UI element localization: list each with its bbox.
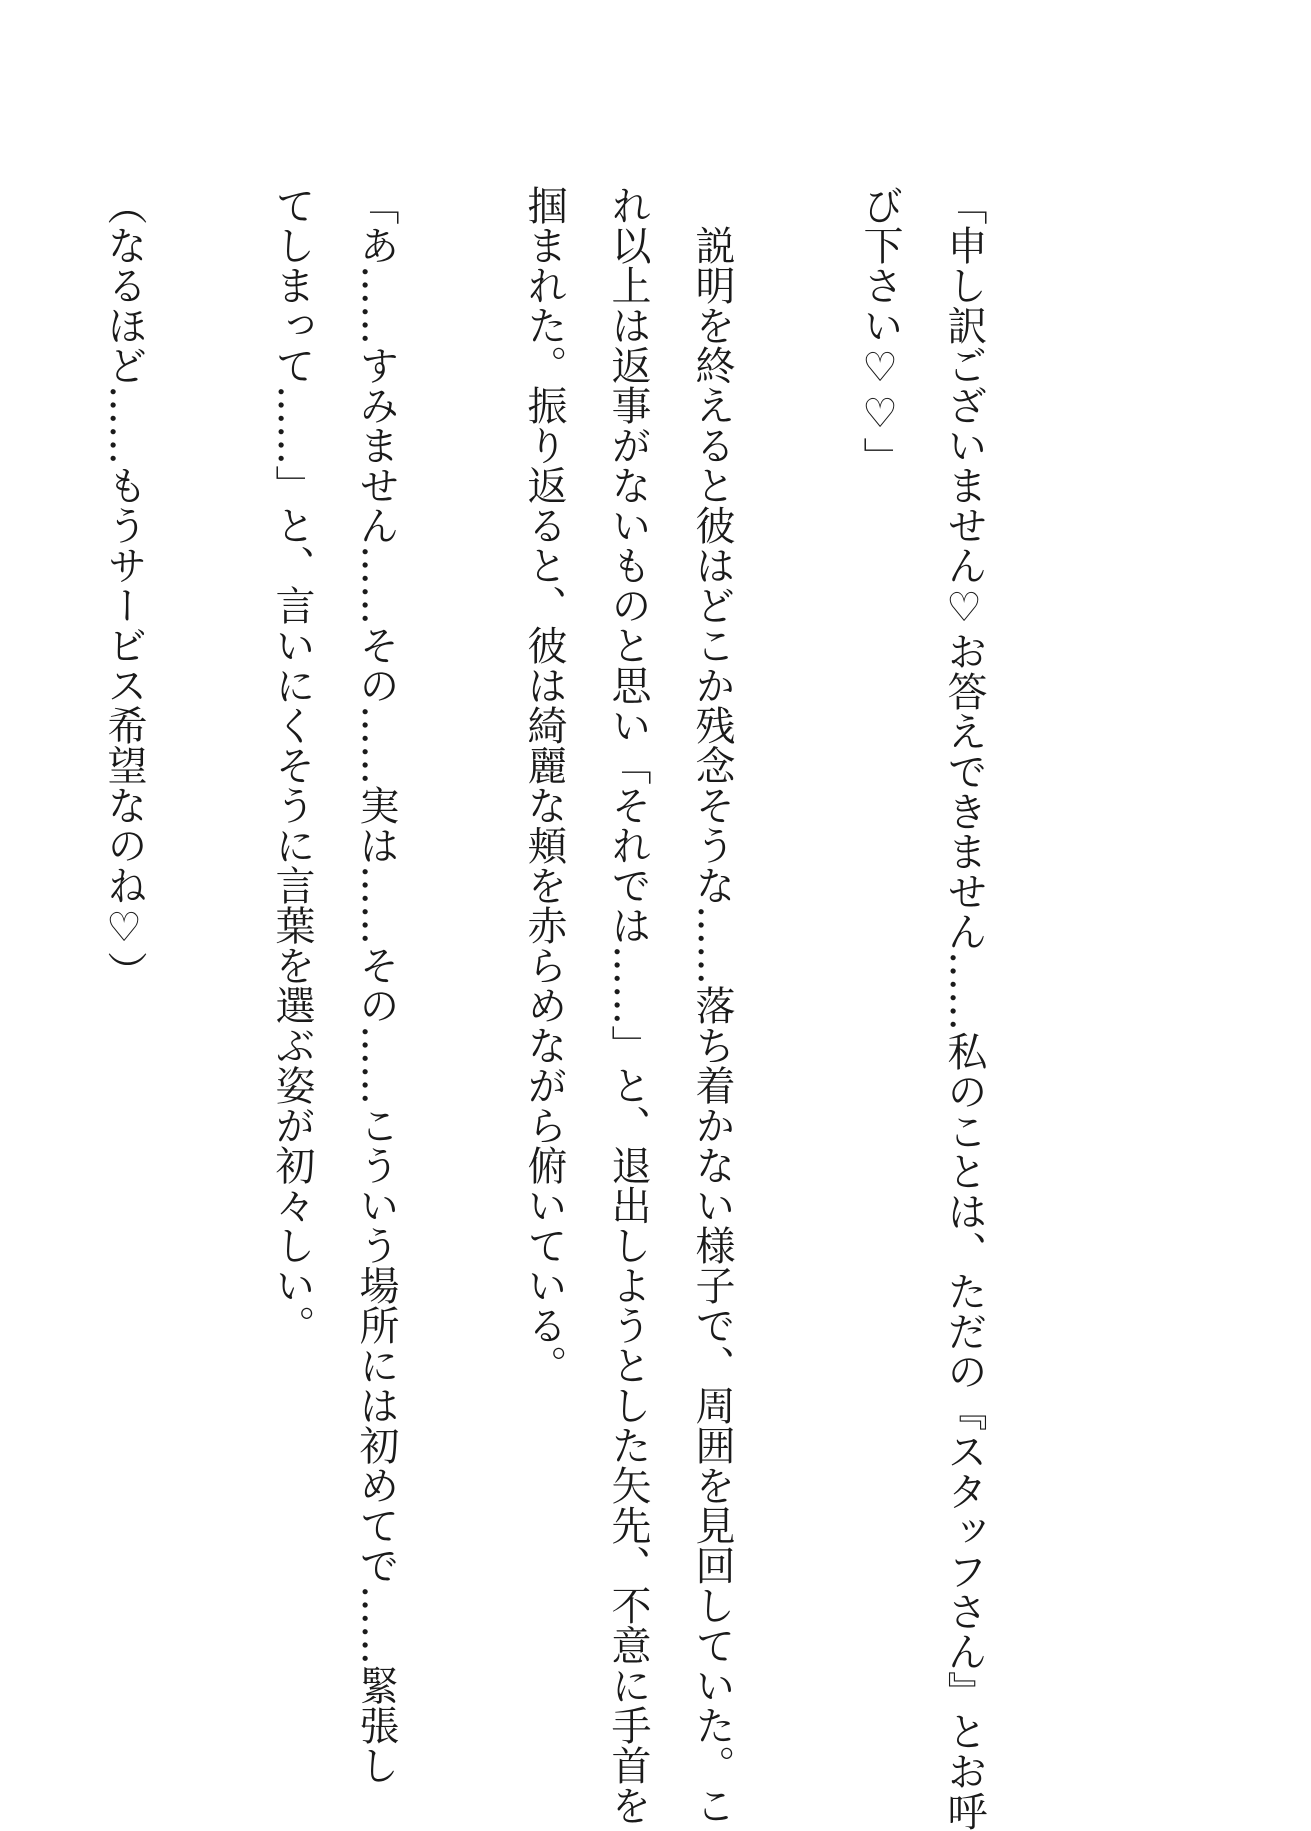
text-line: れ以上は返事がないものと思い「それでは……」と、退出しようとした矢先、不意に手首を [605,185,651,1825]
text-line: 「申し訳ございません♡お答えできません……私のことは、ただの『スタッフさん』とお呼 [941,185,987,1831]
text-line: （なるほど……もうサービス希望なのね♡） [101,185,147,991]
text-line: 「あ……すみません……その……実は……その……こういう場所には初めてで……緊張し [353,185,399,1785]
text-line: び下さい♡♡」 [857,185,903,477]
blank-line [418,185,502,1605]
vertical-text-body [0,185,1006,1831]
blank-line [0,185,82,1605]
text-line: てしまって……」と、言いにくそうに言葉を選ぶ姿が初々しい。 [269,185,315,1345]
blank-line [166,185,250,1605]
text-line: 説明を終えると彼はどこか残念そうな……落ち着かない様子で、周囲を見回していた。こ [689,185,735,1825]
blank-line [754,185,838,1605]
text-line: 掴まれた。振り返ると、彼は綺麗な頬を赤らめながら俯いている。 [521,185,567,1385]
